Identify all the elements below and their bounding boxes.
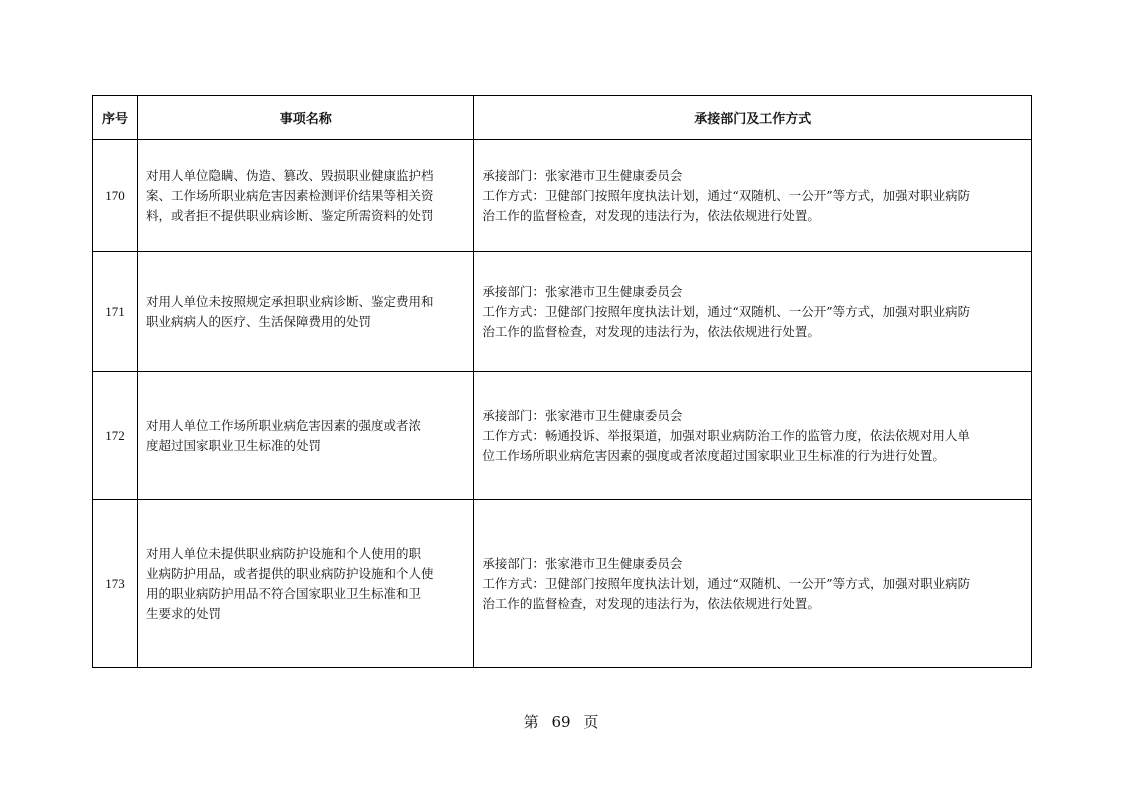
page-number: 69 xyxy=(551,713,571,731)
row-serial-number: 173 xyxy=(93,500,138,668)
row-department-method xyxy=(474,252,1032,372)
item-name-line: 对用人单位工作场所职业病危害因素的强度或者浓 xyxy=(146,417,422,433)
item-name-line: 对用人单位隐瞒、伪造、篡改、毁损职业健康监护档 xyxy=(146,167,434,183)
matters-table xyxy=(92,95,1032,668)
item-name-line: 案、工作场所职业病危害因素检测评价结果等相关资 xyxy=(146,187,434,203)
table-row xyxy=(93,252,1032,372)
row-item-name xyxy=(138,372,474,500)
page-suffix: 页 xyxy=(583,713,599,731)
item-name-line: 生要求的处罚 xyxy=(146,605,222,621)
header-item-name: 事项名称 xyxy=(138,96,474,140)
work-method-line: 工作方式：卫健部门按照年度执法计划，通过“双随机、一公开”等方式，加强对职业病防 xyxy=(482,303,971,319)
row-serial-number: 171 xyxy=(93,252,138,372)
department-line: 承接部门：张家港市卫生健康委员会 xyxy=(482,283,683,299)
row-department-method xyxy=(474,500,1032,668)
work-method-line: 工作方式：畅通投诉、举报渠道，加强对职业病防治工作的监管力度，依法依规对用人单 xyxy=(482,427,970,443)
row-serial-number: 172 xyxy=(93,372,138,500)
header-department-method: 承接部门及工作方式 xyxy=(474,96,1032,140)
item-name-line: 对用人单位未按照规定承担职业病诊断、鉴定费用和 xyxy=(146,293,434,309)
row-item-name xyxy=(138,252,474,372)
work-method-line: 位工作场所职业病危害因素的强度或者浓度超过国家职业卫生标准的行为进行处置。 xyxy=(482,447,945,463)
table-header-row xyxy=(93,96,1032,140)
page-footer xyxy=(0,711,1122,732)
row-department-method xyxy=(474,372,1032,500)
table-row xyxy=(93,372,1032,500)
item-name-line: 料，或者拒不提供职业病诊断、鉴定所需资料的处罚 xyxy=(146,207,434,223)
department-line: 承接部门：张家港市卫生健康委员会 xyxy=(482,167,683,183)
work-method-line: 治工作的监督检查，对发现的违法行为，依法依规进行处置。 xyxy=(482,323,820,339)
row-item-name xyxy=(138,500,474,668)
item-name-line: 度超过国家职业卫生标准的处罚 xyxy=(146,437,322,453)
work-method-line: 治工作的监督检查，对发现的违法行为，依法依规进行处置。 xyxy=(482,595,820,611)
row-item-name xyxy=(138,140,474,252)
item-name-line: 业病防护用品，或者提供的职业病防护设施和个人使 xyxy=(146,565,434,581)
header-serial-number: 序号 xyxy=(93,96,138,140)
department-line: 承接部门：张家港市卫生健康委员会 xyxy=(482,555,683,571)
item-name-line: 职业病病人的医疗、生活保障费用的处罚 xyxy=(146,313,372,329)
work-method-line: 工作方式：卫健部门按照年度执法计划，通过“双随机、一公开”等方式，加强对职业病防 xyxy=(482,575,971,591)
page-prefix: 第 xyxy=(523,713,539,731)
work-method-line: 治工作的监督检查，对发现的违法行为，依法依规进行处置。 xyxy=(482,207,820,223)
item-name-line: 对用人单位未提供职业病防护设施和个人使用的职 xyxy=(146,545,422,561)
row-department-method xyxy=(474,140,1032,252)
row-serial-number: 170 xyxy=(93,140,138,252)
table-row xyxy=(93,500,1032,668)
item-name-line: 用的职业病防护用品不符合国家职业卫生标准和卫 xyxy=(146,585,422,601)
table-row xyxy=(93,140,1032,252)
department-line: 承接部门：张家港市卫生健康委员会 xyxy=(482,407,683,423)
work-method-line: 工作方式：卫健部门按照年度执法计划，通过“双随机、一公开”等方式，加强对职业病防 xyxy=(482,187,971,203)
